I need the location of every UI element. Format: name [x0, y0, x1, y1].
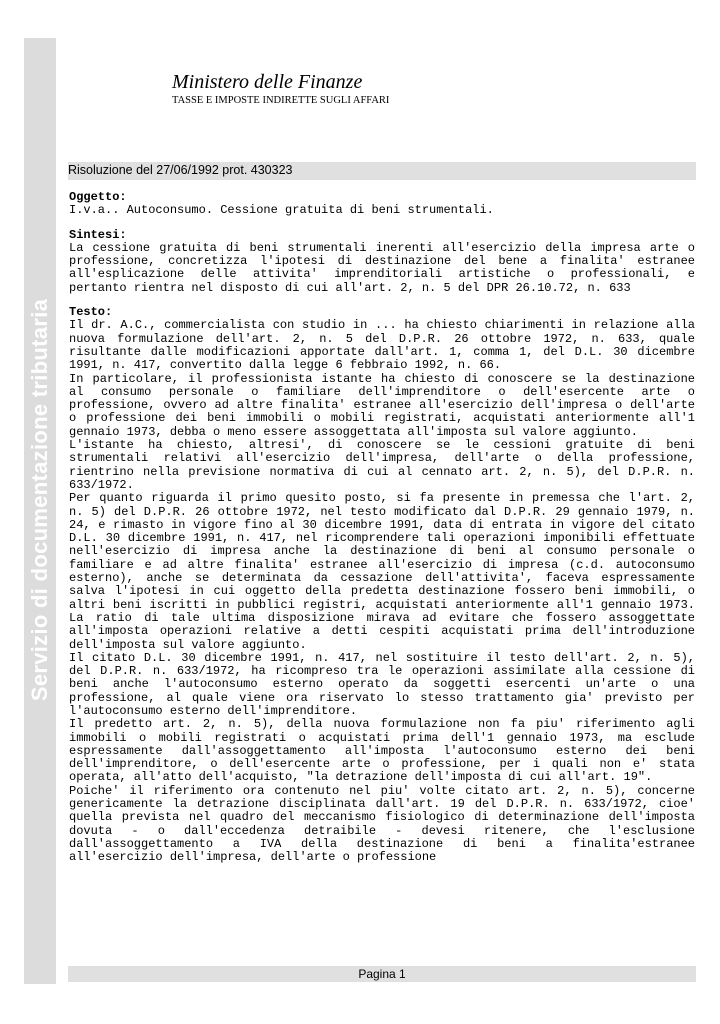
document-header [172, 70, 389, 108]
document-title: Risoluzione del 27/06/1992 prot. 430323 [68, 163, 293, 177]
testo-paragraph: L'istante ha chiesto, altresi', di conoscere se le cessioni gratuite di beni strumentali relativi all'esercizio dell'impresa, dell'arte o della professione, rientrino nella previsione normativa di cui al cennato art. 2, n. 5), del D.P.R. n. 633/1972. [69, 438, 695, 492]
sidebar-title: Servizio di documentazione tributaria [27, 298, 52, 702]
testo-section [69, 306, 695, 864]
ministry-name: Ministero delle Finanze [172, 71, 363, 93]
testo-paragraph: Il dr. A.C., commercialista con studio in ... ha chiesto chiarimenti in relazione alla nuova formulazione dell'art. 2, n. 5 del D.P.R. 26 ottobre 1972, n. 633, quale risultante dalle modificazioni apportate dall'art. 1, comma 1, del D.L. 30 dicembre 1991, n. 417, convertito dalla legge 6 febbraio 1992, n. 66. [69, 318, 695, 373]
document-title-bar [68, 162, 696, 180]
document-body [69, 191, 695, 876]
oggetto-label: Oggetto: [69, 190, 127, 204]
testo-paragraph: Per quanto riguarda il primo quesito posto, si fa presente in premessa che l'art. 2, n. 5) del D.P.R. 26 ottobre 1972, nel testo modificato dal D.P.R. 29 gennaio 1979, n. 24, e rimasto in vigore fino al 30 dicembre 1991, data di entrata in vigore del citato D.L. 30 dicembre 1991, n. 417, nel ricomprendere tali operazioni imponibili effettuate nell'esercizio di impresa anche la destinazione di beni al consumo personale o familiare e ad altre finalita' estranee all'esercizio di impresa (c.d. autoconsumo esterno), anche se determinata da cessazione dell'attivita', faceva espressamente salva l'ipotesi in cui oggetto della predetta destinazione fossero beni immobili, o altri beni iscritti in pubblici registri, acquistati anteriormente all'1 gennaio 1973. La ratio di tale ultima disposizione mirava ad evitare che fossero assoggettate all'imposta operazioni relative a detti cespiti acquistati prima dell'introduzione dell'imposta sul valore aggiunto. [69, 491, 695, 652]
testo-paragraph: Poiche' il riferimento ora contenuto nel piu' volte citato art. 2, n. 5), concerne genericamente la detrazione disciplinata dall'art. 19 del D.P.R. n. 633/1972, cioe' quella prevista nel quadro del meccanismo fisiologico di determinazione dell'imposta dovuta - o dall'eccedenza detraibile - devesi ritenere, che l'esclusione dall'assoggettamento a IVA della destinazione di beni a finalita'estranee all'esercizio dell'impresa, dell'arte o professione [69, 783, 695, 865]
oggetto-text: I.v.a.. Autoconsumo. Cessione gratuita di beni strumentali. [69, 203, 494, 218]
ministry-subtitle: TASSE E IMPOSTE INDIRETTE SUGLI AFFARI [172, 95, 390, 106]
footer-bar [68, 966, 696, 982]
sintesi-label: Sintesi: [69, 227, 127, 242]
page-number: Pagina 1 [358, 967, 406, 981]
testo-paragraph: Il citato D.L. 30 dicembre 1991, n. 417, nel sostituire il testo dell'art. 2, n. 5), del D.P.R. n. 633/1972, ha ricompreso tra le operazioni assimilate alla cessione di beni anche l'autoconsumo esterno operato da soggetti esercenti un'arte o una professione, al quale viene ora riservato lo stesso trattamento gia' previsto per l'autoconsumo esterno dell'imprenditore. [69, 650, 695, 718]
sintesi-section [69, 229, 695, 295]
testo-label: Testo: [69, 305, 113, 320]
testo-paragraph: In particolare, il professionista istante ha chiesto di conoscere se la destinazione al consumo personale o familiare dell'imprenditore o dell'esercente arte o professione, ovvero ad altre finalita' estranee all'esercizio dell'impresa o dell'arte o professione dei beni immobili o mobili registrati, acquistati anteriormente all'1 gennaio 1973, debba o meno essere assoggettata all'imposta sul valore aggiunto. [69, 371, 695, 439]
oggetto-section [69, 191, 695, 218]
sintesi-text: La cessione gratuita di beni strumentali inerenti all'esercizio della impresa arte o professione, concretizza l'ipotesi di destinazione del bene a finalita' estranee all'esplicazione delle attivita' imprenditoriali artistiche o professionali, e pertanto rientra nel disposto di cui all'art. 2, n. 5 del DPR 26.10.72, n. 633 [69, 240, 695, 295]
testo-paragraph: Il predetto art. 2, n. 5), della nuova formulazione non fa piu' riferimento agli immobili o mobili registrati o acquistati prima dell'1 gennaio 1973, ma esclude espressamente dall'assoggettamento all'imposta l'autoconsumo esterno dei beni dell'imprenditore, o dell'esercente arte o professione, per i quali non e' stata operata, all'atto dell'acquisto, "la detrazione dell'imposta di cui all'art. 19". [69, 717, 695, 785]
